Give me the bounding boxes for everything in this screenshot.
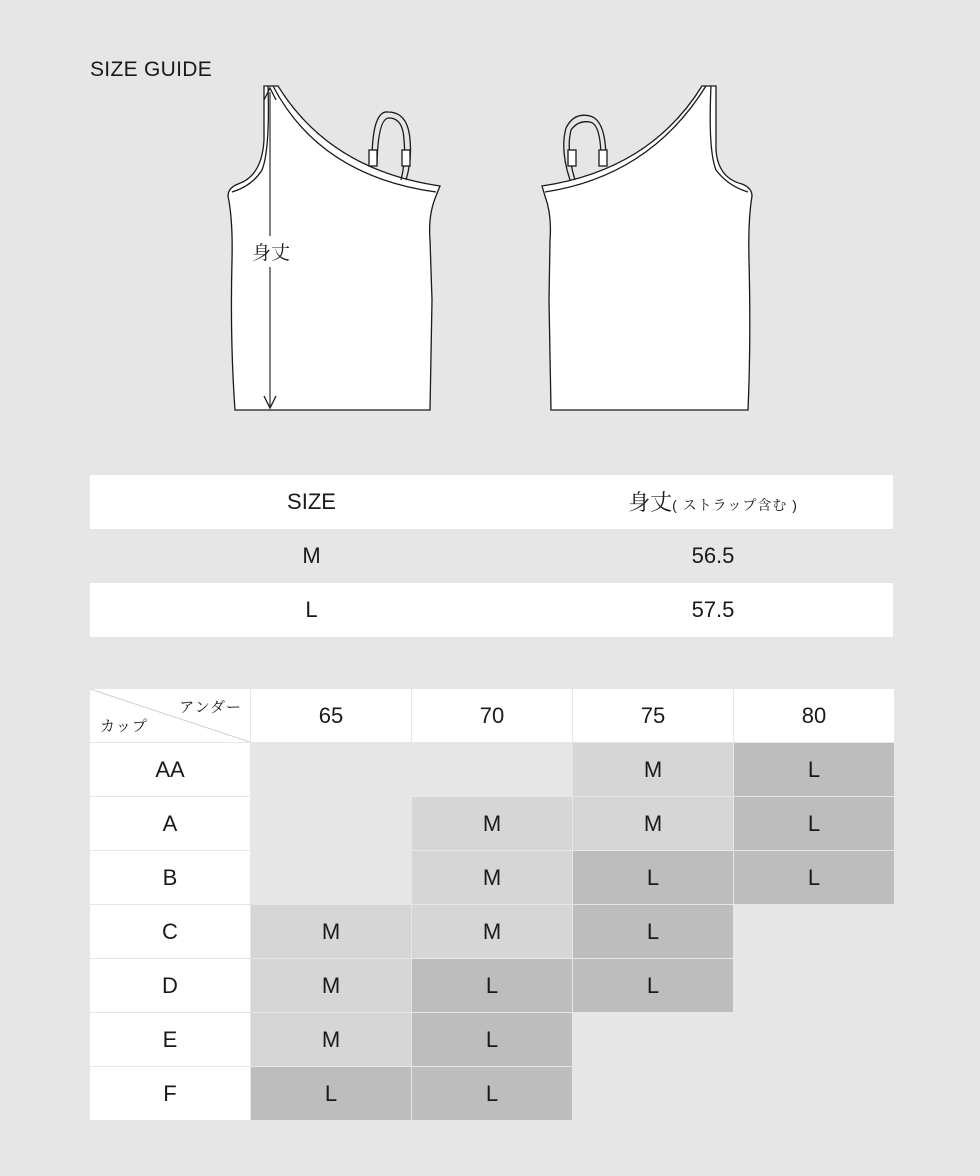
fit-size-cell: L	[251, 1067, 411, 1120]
length-header-label: 身丈	[628, 490, 673, 515]
table-corner-cell	[90, 689, 250, 742]
size-table	[90, 475, 893, 637]
fit-size-cell	[573, 1067, 733, 1120]
cup-size-label: E	[90, 1013, 250, 1066]
fit-size-cell: L	[412, 1013, 572, 1066]
cup-size-label: D	[90, 959, 250, 1012]
fit-size-cell	[734, 1067, 894, 1120]
back-view-drawing	[542, 86, 752, 410]
under-size-header: 70	[412, 689, 572, 742]
fit-size-cell	[412, 743, 572, 796]
cup-size-label: AA	[90, 743, 250, 796]
measure-label: 身丈	[252, 236, 290, 267]
fit-size-cell	[734, 959, 894, 1012]
cup-label: カップ	[100, 718, 148, 735]
under-label: アンダー	[179, 699, 242, 716]
page-title: SIZE GUIDE	[90, 58, 213, 81]
length-cell: 56.5	[691, 542, 735, 568]
fit-size-cell: M	[412, 797, 572, 850]
fit-size-cell: L	[573, 851, 733, 904]
under-size-header: 65	[251, 689, 411, 742]
cup-size-label: B	[90, 851, 250, 904]
under-size-header: 75	[573, 689, 733, 742]
length-header-note: ( ストラップ含む )	[672, 497, 798, 513]
fit-size-cell: L	[734, 851, 894, 904]
fit-size-cell: M	[251, 959, 411, 1012]
cup-size-table	[90, 689, 894, 1120]
fit-size-cell: M	[573, 743, 733, 796]
fit-size-cell: L	[573, 905, 733, 958]
fit-size-cell: M	[573, 797, 733, 850]
under-size-header: 80	[734, 689, 894, 742]
fit-size-cell	[251, 851, 411, 904]
cup-size-label: A	[90, 797, 250, 850]
size-table-row	[90, 583, 893, 637]
fit-size-cell: L	[734, 797, 894, 850]
fit-size-cell	[573, 1013, 733, 1066]
fit-size-cell: M	[412, 851, 572, 904]
fit-size-cell: M	[251, 1013, 411, 1066]
cup-size-label: F	[90, 1067, 250, 1120]
fit-size-cell	[251, 743, 411, 796]
fit-size-cell: L	[412, 959, 572, 1012]
fit-size-cell	[734, 1013, 894, 1066]
size-header: SIZE	[287, 488, 336, 514]
fit-size-cell: L	[734, 743, 894, 796]
fit-size-cell: M	[251, 905, 411, 958]
cup-size-label: C	[90, 905, 250, 958]
length-header	[533, 486, 893, 517]
size-cell: L	[305, 596, 318, 622]
size-cell: M	[302, 542, 321, 568]
fit-size-cell: M	[412, 905, 572, 958]
fit-size-cell	[251, 797, 411, 850]
length-cell: 57.5	[691, 596, 735, 622]
garment-illustration	[0, 0, 980, 430]
fit-size-cell: L	[573, 959, 733, 1012]
size-table-row	[90, 529, 893, 583]
fit-size-cell: L	[412, 1067, 572, 1120]
fit-size-cell	[734, 905, 894, 958]
size-table-header	[90, 475, 893, 529]
